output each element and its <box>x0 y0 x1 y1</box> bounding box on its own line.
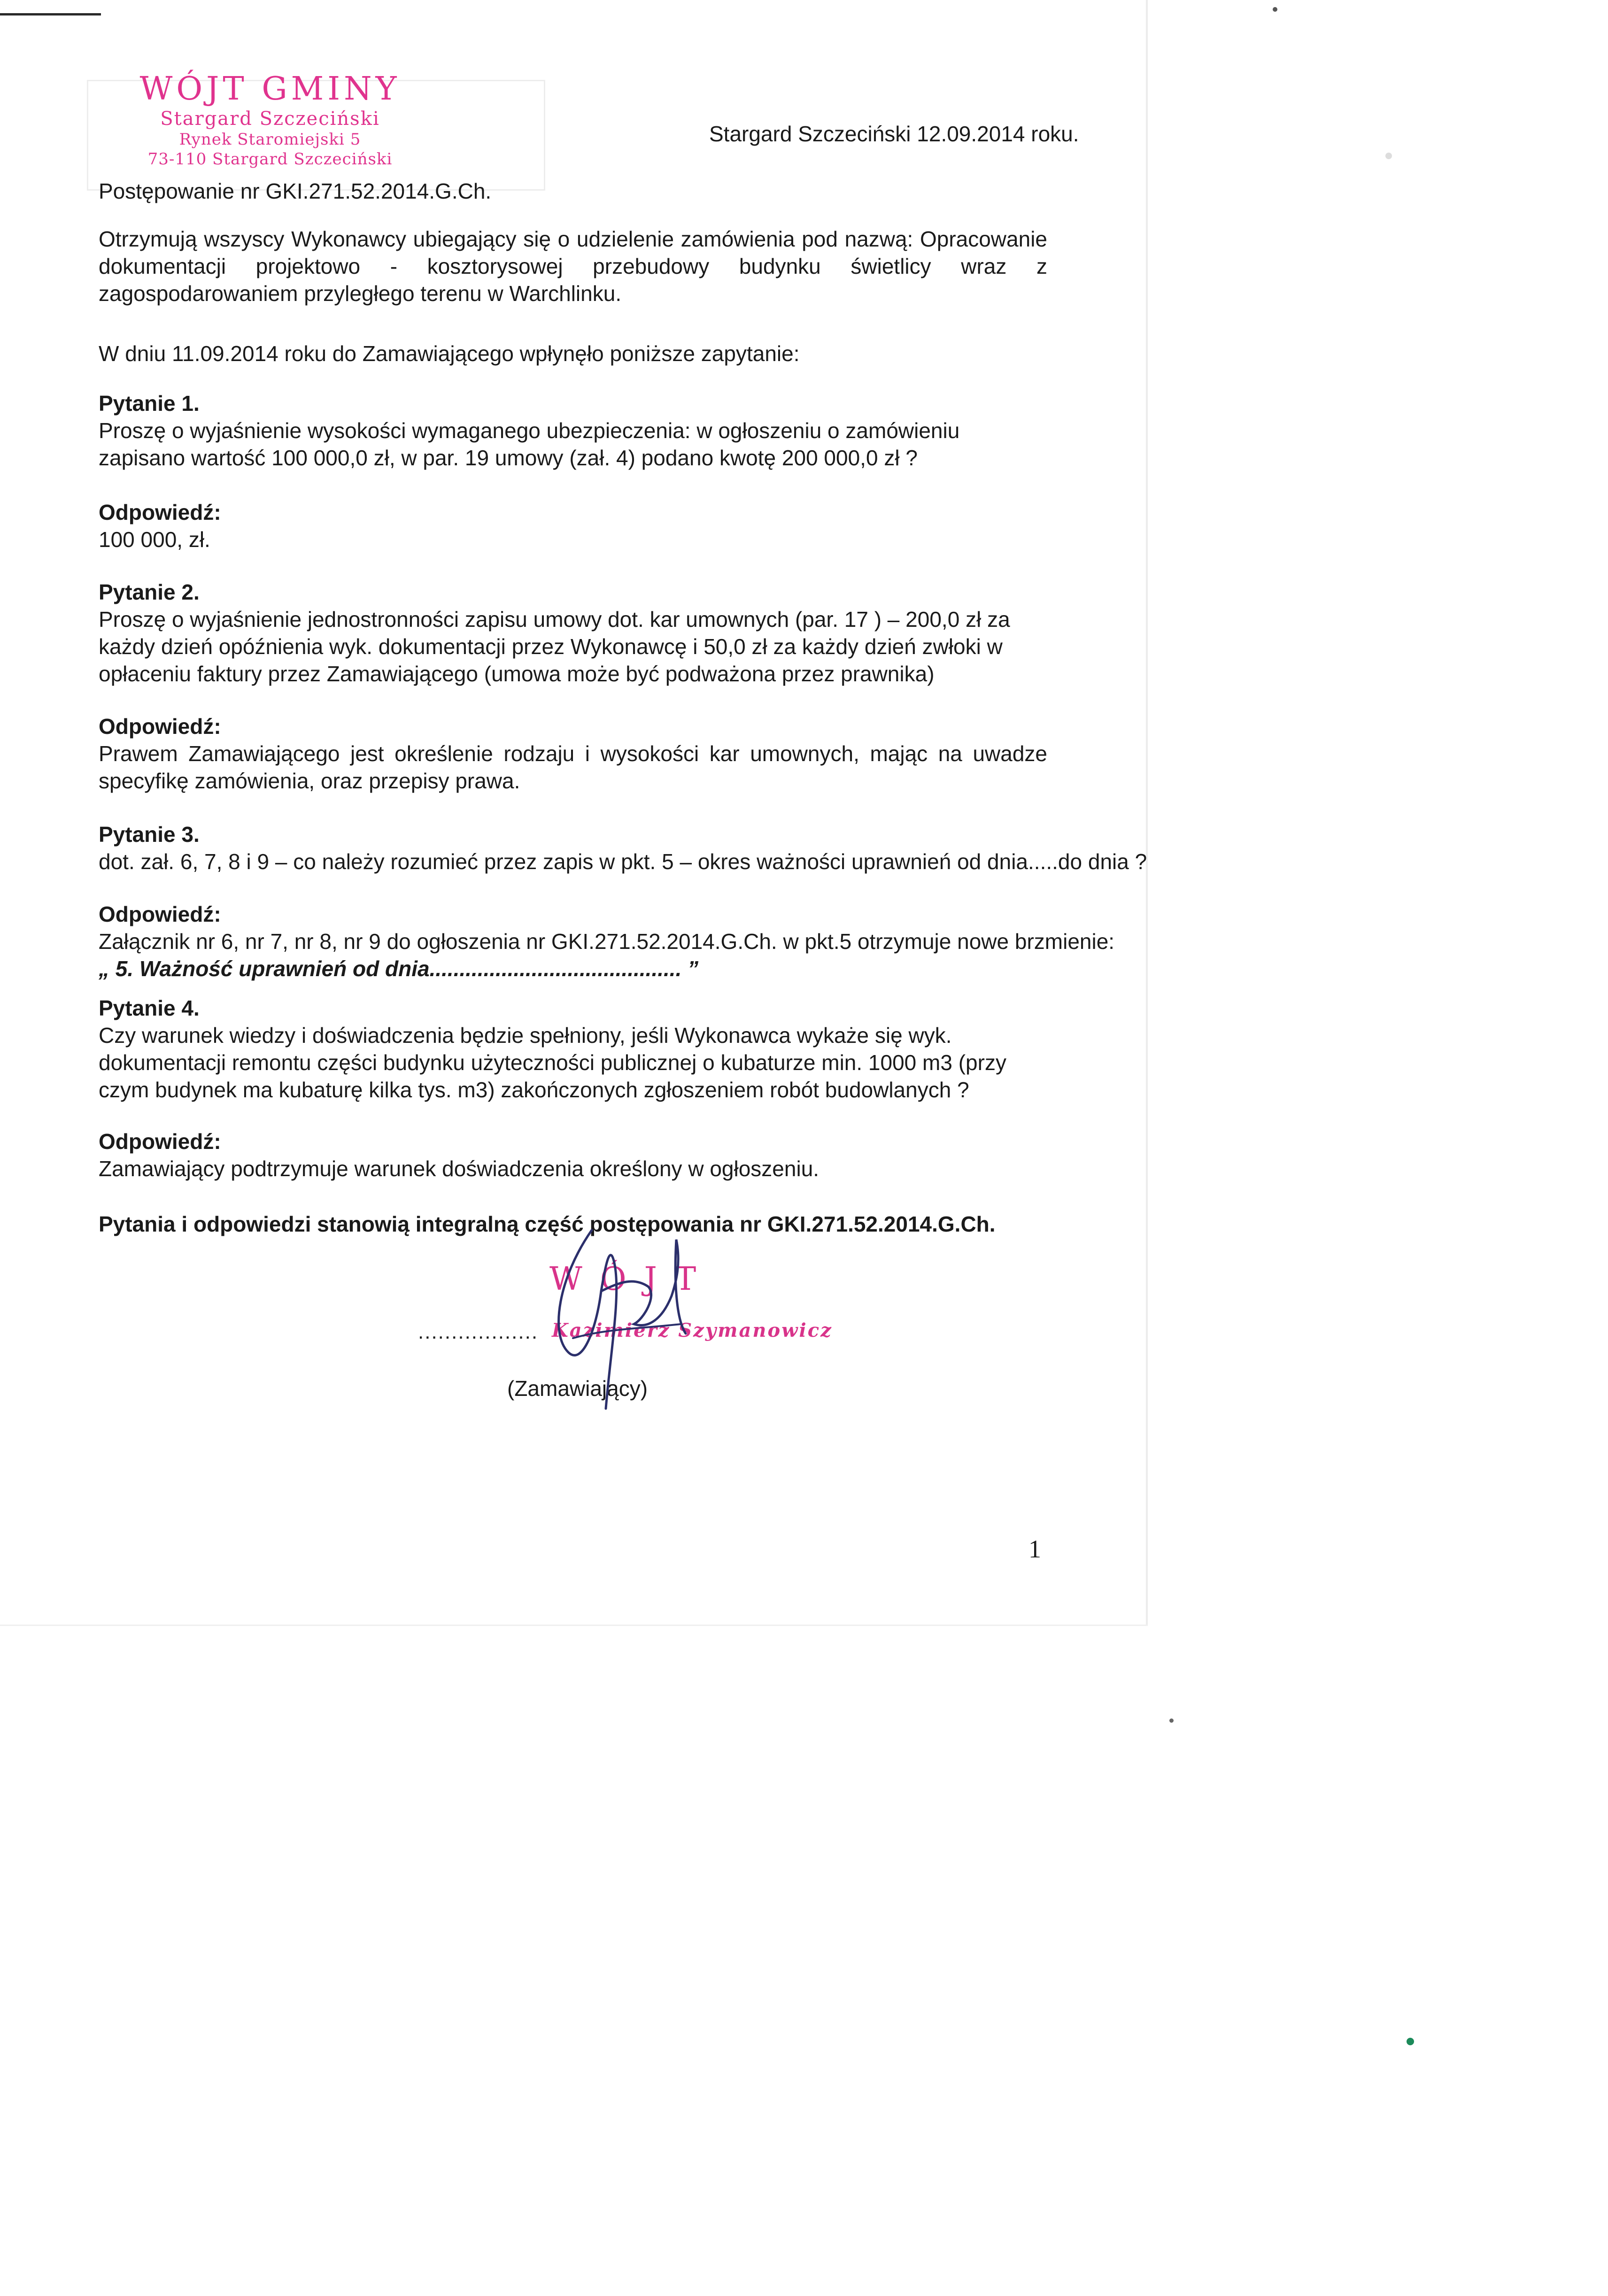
answer-2-heading: Odpowiedź: <box>99 714 221 739</box>
question-3-text: dot. zał. 6, 7, 8 i 9 – co należy rozumieć przez zapis w pkt. 5 – okres ważności uprawnień od dnia.....do dnia ? <box>99 849 1147 874</box>
stamp-title: WÓJT GMINY <box>139 70 401 108</box>
answer-3-text: Załącznik nr 6, nr 7, nr 8, nr 9 do ogłoszenia nr GKI.271.52.2014.G.Ch. w pkt.5 otrzymuje nowe brzmienie: <box>99 929 1115 954</box>
scan-mark <box>0 13 101 15</box>
answer-1-text: 100 000, zł. <box>99 527 210 552</box>
signature-dotted-line: .................. <box>418 1320 539 1343</box>
signature-stamp-title: WÓJT <box>549 1261 714 1298</box>
signatory-role: (Zamawiający) <box>507 1376 648 1401</box>
answer-4-text: Zamawiający podtrzymuje warunek doświadczenia określony w ogłoszeniu. <box>99 1156 819 1181</box>
stamp-line-2: Rynek Staromiejski 5 <box>179 130 361 149</box>
scan-speck <box>1169 1718 1174 1723</box>
question-1-text: Proszę o wyjaśnienie wysokości wymaganego ubezpieczenia: w ogłoszeniu o zamówieniu zapisano wartość 100 000,0 zł, w par. 19 umowy (zał. 4) podano kwotę 200 000,0 zł ? <box>99 418 960 470</box>
answer-3-heading: Odpowiedź: <box>99 902 221 926</box>
scan-edge-bottom <box>0 1625 1148 1626</box>
answer-2-text: Prawem Zamawiającego jest określenie rodzaju i wysokości kar umownych, mając na uwadze specyfikę zamówienia, oraz przepisy prawa. <box>99 741 1047 793</box>
scan-speck <box>1385 153 1392 159</box>
question-2-text: Proszę o wyjaśnienie jednostronności zapisu umowy dot. kar umownych (par. 17 ) – 200,0 zł za każdy dzień opóźnienia wyk. dokumentacji przez Wykonawcę i 50,0 zł za każdy dzień zwłoki w opłaceniu faktury przez Zamawiającego (umowa może być podważona przez prawnika) <box>99 607 1010 686</box>
question-3-heading: Pytanie 3. <box>99 822 200 847</box>
intro-recipients: Otrzymują wszyscy Wykonawcy ubiegający się o udzielenie zamówienia pod nazwą: Opracowanie dokumentacji projektowo - kosztorysowej przebudowy budynku świetlicy wraz z zagospodarowaniem przyległego terenu w Warchlinku. <box>99 227 1047 306</box>
question-2-heading: Pytanie 2. <box>99 580 200 604</box>
question-4-text: Czy warunek wiedzy i doświadczenia będzie spełniony, jeśli Wykonawca wykaże się wyk. dokumentacji remontu części budynku użyteczności publicznej o kubaturze min. 1000 m3 (przy czym budynek ma kubaturę kilka tys. m3) zakończonych zgłoszeniem robót budowlanych ? <box>99 1023 1006 1102</box>
answer-4-heading: Odpowiedź: <box>99 1129 221 1154</box>
closing-statement: Pytania i odpowiedzi stanowią integralną część postępowania nr GKI.271.52.2014.G.Ch. <box>99 1212 996 1236</box>
page-number: 1 <box>1028 1535 1041 1563</box>
scan-edge-right <box>1146 0 1148 1625</box>
answer-3-quote: „ 5. Ważność uprawnień od dnia.......................................... ” <box>99 956 699 981</box>
question-1-heading: Pytanie 1. <box>99 391 200 416</box>
question-4-heading: Pytanie 4. <box>99 996 200 1020</box>
scan-speck <box>1273 7 1277 12</box>
handwritten-signature <box>540 1211 719 1418</box>
stamp-line-3: 73-110 Stargard Szczeciński <box>147 150 393 169</box>
scan-speck <box>1407 2038 1414 2045</box>
stamp-line-1: Stargard Szczeciński <box>160 108 380 130</box>
case-number: Postępowanie nr GKI.271.52.2014.G.Ch. <box>99 179 492 203</box>
office-stamp <box>101 70 439 169</box>
answer-1-heading: Odpowiedź: <box>99 500 221 524</box>
intro-question-received: W dniu 11.09.2014 roku do Zamawiającego wpłynęło poniższe zapytanie: <box>99 341 800 366</box>
place-and-date: Stargard Szczeciński 12.09.2014 roku. <box>709 122 1079 146</box>
signature-stamp-name: Kazimierz Szymanowicz <box>552 1319 833 1341</box>
